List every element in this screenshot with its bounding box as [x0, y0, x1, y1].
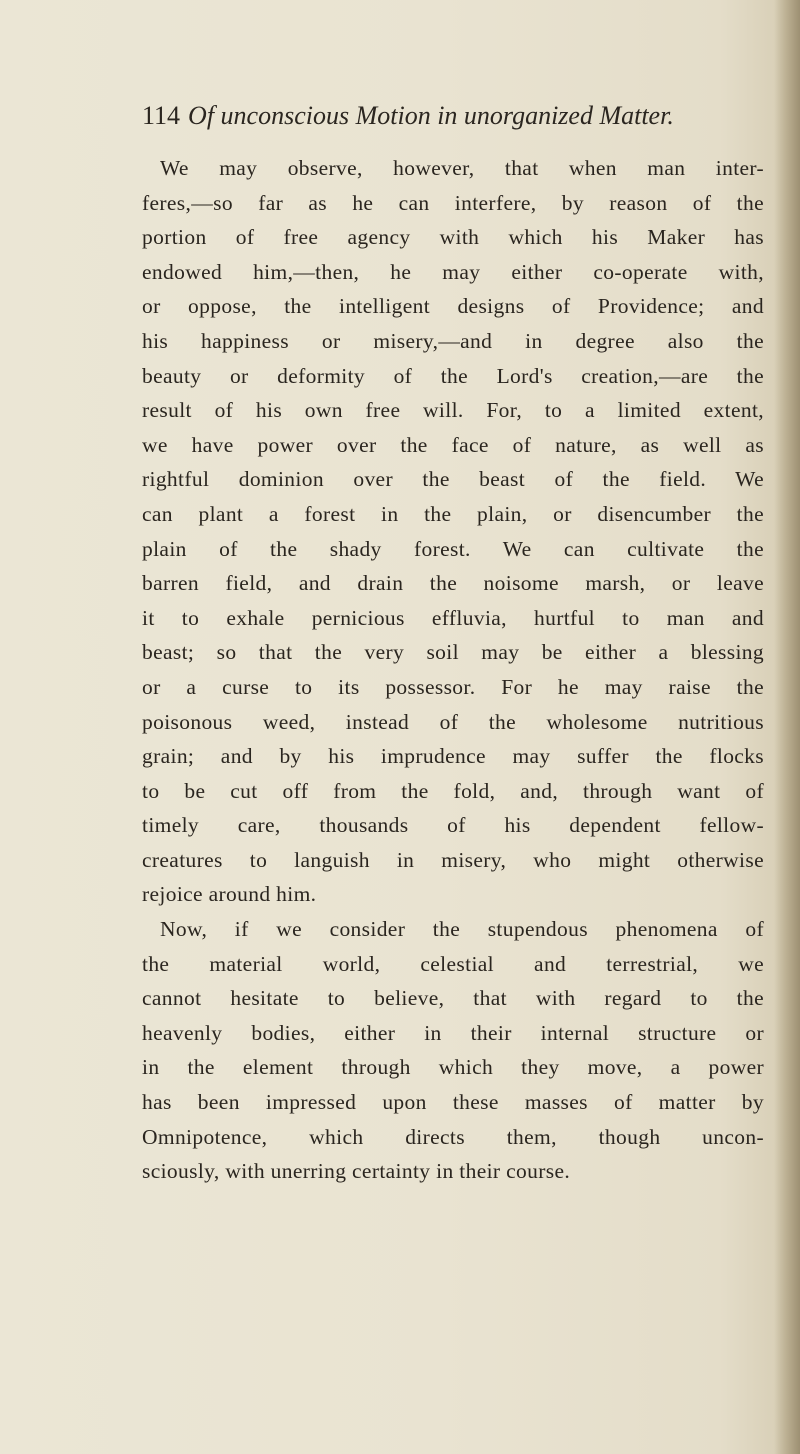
text-line: or oppose, the intelligent designs of Providence; and [142, 294, 764, 319]
text-line: or a curse to its possessor. For he may raise the [142, 674, 764, 699]
running-title: Of unconscious Motion in unorganized Matter. [188, 101, 674, 130]
text-line: in the element through which they move, a power [142, 1055, 764, 1080]
text-line: his happiness or misery,—and in degree also the [142, 328, 764, 353]
text-line: to be cut off from the fold, and, through want of [142, 778, 764, 803]
text-line: poisonous weed, instead of the wholesome nutritious [142, 709, 764, 734]
text-line: can plant a forest in the plain, or disencumber the [142, 501, 764, 526]
text-line: timely care, thousands of his dependent fellow- [142, 813, 764, 838]
text-line: sciously, with unerring certainty in their course. [142, 1159, 571, 1184]
text-line: beast; so that the very soil may be either a blessing [142, 640, 764, 665]
text-line: endowed him,—then, he may either co-operate with, [142, 259, 764, 284]
text-line: Now, if we consider the stupendous phenomena of [160, 917, 764, 942]
text-line: the material world, celestial and terrestrial, we [142, 951, 764, 976]
text-line: we have power over the face of nature, as well as [142, 432, 764, 457]
text-line: cannot hesitate to believe, that with regard to the [142, 986, 764, 1011]
text-line: Omnipotence, which directs them, though uncon- [142, 1124, 764, 1149]
text-line: plain of the shady forest. We can cultivate the [142, 536, 764, 561]
text-line: barren field, and drain the noisome marsh, or leave [142, 571, 764, 596]
body-text [142, 151, 764, 1189]
text-line: result of his own free will. For, to a limited extent, [142, 398, 764, 423]
text-line: rejoice around him. [142, 882, 317, 907]
text-line: creatures to languish in misery, who might otherwise [142, 847, 764, 872]
text-line: it to exhale pernicious effluvia, hurtful to man and [142, 605, 764, 630]
text-line: rightful dominion over the beast of the field. We [142, 467, 764, 492]
text-line: has been impressed upon these masses of matter by [142, 1090, 764, 1115]
page-number: 114 [142, 101, 181, 130]
text-line: We may observe, however, that when man inter- [160, 156, 764, 180]
running-header [142, 98, 762, 134]
page-gutter-shadow [774, 0, 800, 1454]
text-line: portion of free agency with which his Maker has [142, 225, 764, 250]
text-line: beauty or deformity of the Lord's creation,—are the [142, 363, 764, 388]
text-line: grain; and by his imprudence may suffer the flocks [142, 744, 764, 769]
text-line: heavenly bodies, either in their internal structure or [142, 1020, 764, 1045]
text-line: feres,—so far as he can interfere, by reason of the [142, 190, 764, 215]
